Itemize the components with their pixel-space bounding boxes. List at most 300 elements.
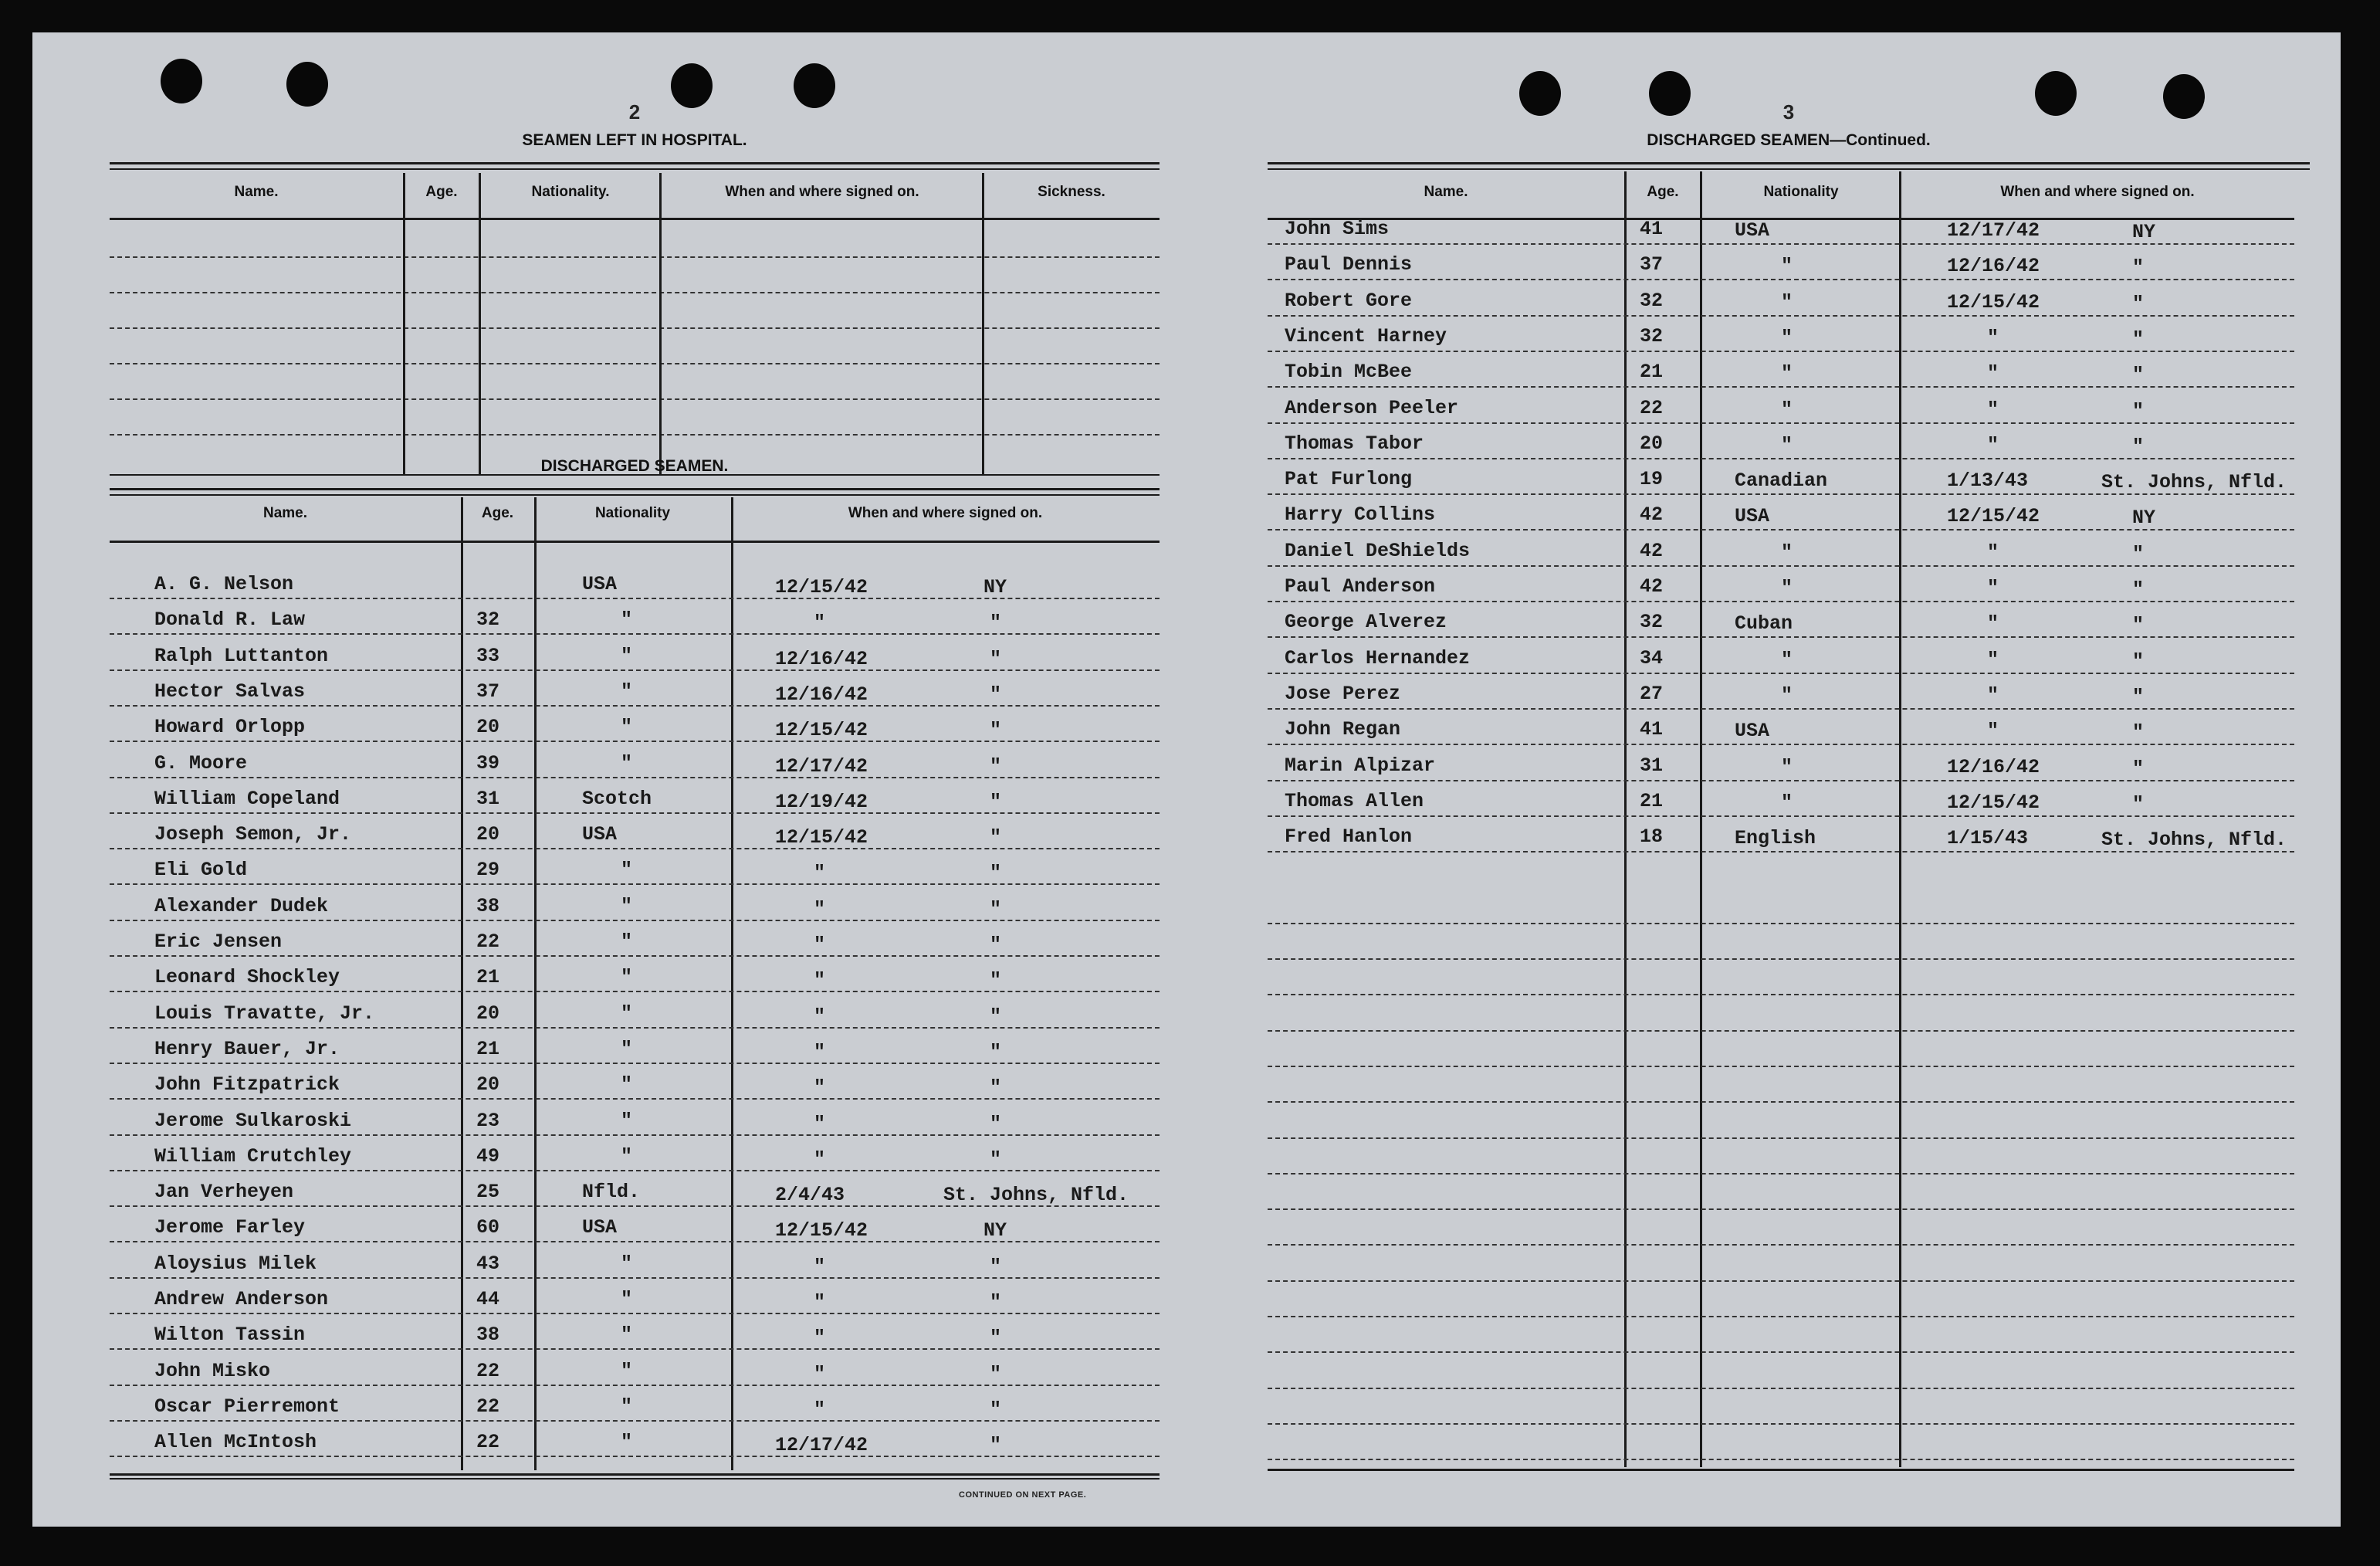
seaman-nationality: " — [621, 608, 633, 632]
signed-on-date: " — [1987, 433, 1999, 456]
dotted-row-line — [1268, 1280, 2294, 1282]
seaman-name: Carlos Hernandez — [1285, 646, 1471, 669]
col-header-sickness: Sickness. — [1038, 184, 1105, 200]
seaman-name: William Copeland — [154, 787, 340, 810]
seaman-age: 19 — [1640, 468, 1664, 491]
signed-on-date: 12/17/42 — [1947, 219, 2040, 242]
seaman-nationality: " — [1781, 541, 1793, 564]
seaman-name: Paul Dennis — [1285, 253, 1413, 276]
signed-on-date: 12/15/42 — [775, 826, 868, 849]
seaman-age: 32 — [1640, 324, 1664, 347]
dotted-row-line — [1268, 1101, 2294, 1103]
dotted-row-line — [1268, 386, 2294, 388]
signed-on-date: 2/4/43 — [775, 1184, 845, 1207]
dotted-row-line — [110, 1027, 1160, 1029]
seaman-name: William Crutchley — [154, 1144, 352, 1168]
signed-on-place: " — [2132, 578, 2145, 601]
signed-on-place: St. Johns, Nfld. — [943, 1184, 1129, 1207]
seaman-nationality: " — [621, 859, 633, 882]
seaman-age: 60 — [476, 1216, 500, 1239]
seaman-age: 49 — [476, 1144, 500, 1168]
signed-on-date: " — [814, 1112, 826, 1135]
discharged-continued-title: DISCHARGED SEAMEN—Continued. — [1647, 131, 1931, 149]
signed-on-place: " — [2132, 399, 2145, 422]
dotted-row-line — [110, 812, 1160, 814]
dotted-row-line — [1268, 1316, 2294, 1317]
seaman-name: Louis Travatte, Jr. — [154, 1002, 375, 1025]
dotted-row-line — [1268, 1173, 2294, 1174]
seaman-age: 31 — [1640, 754, 1664, 777]
dotted-row-line — [110, 1241, 1160, 1242]
ledger-sheet — [32, 32, 2341, 1527]
signed-on-date: " — [814, 1362, 826, 1385]
signed-on-place: St. Johns, Nfld. — [2101, 829, 2287, 852]
dotted-row-line — [1268, 1066, 2294, 1067]
seaman-age: 21 — [1640, 789, 1664, 812]
left-page — [110, 32, 1160, 1527]
seaman-age: 20 — [476, 1073, 500, 1097]
signed-on-place: " — [990, 862, 1002, 885]
seaman-name: Joseph Semon, Jr. — [154, 823, 352, 846]
seaman-age: 32 — [1640, 289, 1664, 312]
signed-on-place: " — [990, 1327, 1002, 1350]
dotted-row-line — [1268, 1244, 2294, 1246]
seaman-nationality: " — [621, 930, 633, 953]
dotted-row-line — [110, 1456, 1160, 1457]
seaman-name: John Fitzpatrick — [154, 1073, 340, 1097]
seaman-age: 29 — [476, 859, 500, 882]
seaman-name: Eric Jensen — [154, 930, 283, 953]
signed-on-place: " — [990, 1005, 1002, 1028]
col-header-name: Name. — [1424, 184, 1468, 200]
dotted-row-line — [110, 991, 1160, 992]
col-header-nationality: Nationality. — [531, 184, 610, 200]
signed-on-date: 12/16/42 — [1947, 755, 2040, 778]
signed-on-date: " — [814, 1291, 826, 1313]
seaman-name: Wilton Tassin — [154, 1324, 306, 1347]
dotted-row-line — [1268, 1208, 2294, 1210]
seaman-name: Alexander Dudek — [154, 894, 329, 917]
page-number: 2 — [628, 100, 641, 124]
dotted-row-line — [110, 1170, 1160, 1171]
dotted-row-line — [1268, 279, 2294, 280]
seaman-nationality: USA — [1735, 505, 1770, 528]
seaman-age: 22 — [1640, 396, 1664, 419]
signed-on-date: 12/17/42 — [775, 754, 868, 778]
seaman-name: Hector Salvas — [154, 680, 306, 703]
seaman-nationality: " — [621, 894, 633, 917]
dotted-row-line — [1268, 351, 2294, 352]
seaman-name: G. Moore — [154, 751, 248, 775]
signed-on-date: " — [1987, 648, 1999, 671]
signed-on-place: " — [990, 826, 1002, 849]
signed-on-place: " — [2132, 614, 2145, 637]
dotted-row-line — [1268, 1459, 2294, 1460]
seaman-name: A. G. Nelson — [154, 573, 294, 595]
seaman-nationality: USA — [1735, 219, 1770, 242]
signed-on-place: " — [990, 934, 1002, 956]
signed-on-date: " — [814, 1005, 826, 1028]
seaman-name: Pat Furlong — [1285, 468, 1413, 491]
dotted-row-line — [110, 398, 1160, 400]
dotted-row-line — [1268, 493, 2294, 495]
seaman-nationality: " — [1781, 433, 1793, 456]
seaman-age: 22 — [476, 930, 500, 953]
seaman-age: 20 — [476, 823, 500, 846]
seaman-nationality: " — [621, 1288, 633, 1310]
seaman-age: 37 — [476, 680, 500, 703]
seaman-age: 44 — [476, 1288, 500, 1310]
dotted-row-line — [1268, 1351, 2294, 1353]
seaman-nationality: " — [621, 1324, 633, 1347]
dotted-row-line — [110, 256, 1160, 258]
seaman-age: 22 — [476, 1395, 500, 1418]
seaman-nationality: " — [621, 1359, 633, 1382]
dotted-row-line — [110, 1277, 1160, 1279]
signed-on-place: " — [990, 647, 1002, 670]
seaman-age: 20 — [476, 716, 500, 739]
dotted-row-line — [110, 777, 1160, 778]
seaman-age: 38 — [476, 1324, 500, 1347]
dotted-row-line — [110, 633, 1160, 635]
signed-on-place: " — [990, 1040, 1002, 1063]
seaman-nationality: " — [621, 1073, 633, 1097]
seaman-name: Harry Collins — [1285, 503, 1436, 527]
signed-on-place: " — [2132, 757, 2145, 780]
signed-on-date: " — [814, 1327, 826, 1350]
signed-on-date: " — [1987, 398, 1999, 421]
seaman-name: Eli Gold — [154, 859, 248, 882]
seaman-age: 43 — [476, 1252, 500, 1275]
continued-note: CONTINUED ON NEXT PAGE. — [959, 1490, 1087, 1500]
signed-on-place: " — [2132, 327, 2145, 351]
seaman-age: 21 — [476, 966, 500, 989]
seaman-name: Donald R. Law — [154, 608, 306, 632]
col-header-age: Age. — [425, 184, 458, 200]
seaman-name: John Regan — [1285, 718, 1401, 741]
dotted-row-line — [110, 920, 1160, 921]
signed-on-date: 12/16/42 — [1947, 255, 2040, 278]
signed-on-place: " — [990, 1255, 1002, 1278]
col-header-signed-on: When and where signed on. — [2000, 184, 2195, 200]
seaman-nationality: " — [1781, 326, 1793, 349]
signed-on-date: " — [1987, 541, 1999, 564]
seaman-nationality: USA — [582, 573, 618, 595]
signed-on-date: 1/13/43 — [1947, 469, 2029, 493]
signed-on-date: " — [1987, 326, 1999, 349]
seaman-name: George Alverez — [1285, 611, 1447, 634]
seaman-nationality: " — [621, 1395, 633, 1418]
signed-on-place: " — [2132, 542, 2145, 565]
right-page — [1268, 32, 2310, 1527]
dotted-row-line — [110, 434, 1160, 436]
seaman-nationality: " — [621, 1431, 633, 1454]
seaman-nationality: " — [1781, 791, 1793, 814]
signed-on-date: " — [1987, 683, 1999, 707]
signed-on-place: " — [990, 897, 1002, 920]
seaman-name: Leonard Shockley — [154, 966, 340, 989]
signed-on-date: 1/15/43 — [1947, 827, 2029, 850]
signed-on-place: St. Johns, Nfld. — [2101, 471, 2287, 494]
seaman-age: 42 — [1640, 539, 1664, 562]
dotted-row-line — [110, 1420, 1160, 1422]
signed-on-date: 12/17/42 — [775, 1434, 868, 1457]
seaman-age: 34 — [1640, 646, 1664, 669]
page-number: 3 — [1782, 100, 1795, 124]
signed-on-place: " — [2132, 792, 2145, 815]
signed-on-date: " — [814, 612, 826, 635]
signed-on-place: " — [990, 1434, 1002, 1457]
seaman-name: Marin Alpizar — [1285, 754, 1436, 777]
seaman-age: 20 — [476, 1002, 500, 1025]
dotted-row-line — [1268, 422, 2294, 424]
signed-on-date: " — [814, 1255, 826, 1278]
signed-on-place: " — [2132, 364, 2145, 387]
signed-on-place: " — [990, 719, 1002, 742]
seaman-nationality: " — [621, 751, 633, 775]
seaman-nationality: " — [1781, 362, 1793, 385]
seaman-name: Fred Hanlon — [1285, 825, 1413, 849]
dotted-row-line — [1268, 243, 2294, 245]
seaman-name: Paul Anderson — [1285, 575, 1436, 598]
col-header-age: Age. — [481, 505, 514, 521]
dotted-row-line — [110, 1385, 1160, 1386]
seaman-name: Jan Verheyen — [154, 1181, 294, 1204]
signed-on-date: " — [814, 1147, 826, 1171]
dotted-row-line — [110, 1205, 1160, 1207]
seaman-name: Henry Bauer, Jr. — [154, 1037, 340, 1060]
seaman-nationality: Canadian — [1735, 469, 1828, 493]
seaman-age: 38 — [476, 894, 500, 917]
seaman-nationality: USA — [1735, 720, 1770, 743]
signed-on-place: " — [990, 1362, 1002, 1385]
dotted-row-line — [110, 955, 1160, 957]
signed-on-date: " — [814, 862, 826, 885]
signed-on-date: " — [814, 1398, 826, 1421]
seaman-age: 20 — [1640, 432, 1664, 455]
dotted-row-line — [110, 883, 1160, 885]
seaman-age: 18 — [1640, 825, 1664, 849]
dotted-row-line — [1268, 458, 2294, 459]
seaman-age: 39 — [476, 751, 500, 775]
seaman-name: Aloysius Milek — [154, 1252, 317, 1275]
seaman-nationality: " — [1781, 648, 1793, 671]
seaman-age: 42 — [1640, 503, 1664, 527]
col-header-nationality: Nationality — [594, 505, 671, 521]
seaman-name: Jose Perez — [1285, 682, 1401, 705]
dotted-row-line — [1268, 636, 2294, 638]
seaman-nationality: " — [1781, 398, 1793, 421]
dotted-row-line — [110, 1313, 1160, 1314]
signed-on-date: 12/15/42 — [1947, 505, 2040, 528]
signed-on-place: " — [2132, 292, 2145, 315]
seaman-nationality: Scotch — [582, 787, 652, 810]
seaman-name: Oscar Pierremont — [154, 1395, 340, 1418]
seaman-nationality: USA — [582, 823, 618, 846]
seaman-age: 25 — [476, 1181, 500, 1204]
signed-on-place: " — [990, 790, 1002, 813]
dotted-row-line — [1268, 851, 2294, 852]
seaman-nationality: " — [621, 644, 633, 667]
signed-on-date: 12/15/42 — [775, 576, 868, 598]
signed-on-place: " — [990, 1291, 1002, 1313]
signed-on-place: " — [990, 1398, 1002, 1421]
signed-on-date: " — [1987, 720, 1999, 743]
col-header-age: Age. — [1647, 184, 1679, 200]
seaman-name: Thomas Allen — [1285, 789, 1424, 812]
seaman-name: John Misko — [154, 1359, 271, 1382]
signed-on-place: " — [990, 754, 1002, 778]
signed-on-place: " — [2132, 649, 2145, 673]
dotted-row-line — [110, 848, 1160, 849]
dotted-row-line — [110, 1134, 1160, 1136]
seaman-nationality: " — [621, 1252, 633, 1275]
seaman-nationality: " — [621, 680, 633, 703]
signed-on-date: 12/15/42 — [1947, 290, 2040, 314]
seaman-name: Jerome Farley — [154, 1216, 306, 1239]
signed-on-place: NY — [2132, 221, 2156, 243]
dotted-row-line — [1268, 1030, 2294, 1032]
signed-on-place: " — [990, 1076, 1002, 1100]
seaman-nationality: " — [1781, 683, 1793, 707]
discharged-section-title: DISCHARGED SEAMEN. — [540, 457, 729, 475]
seaman-age: 27 — [1640, 682, 1664, 705]
dotted-row-line — [1268, 673, 2294, 674]
signed-on-place: " — [990, 969, 1002, 992]
seaman-name: Allen McIntosh — [154, 1431, 317, 1454]
seaman-nationality: " — [621, 1144, 633, 1168]
dotted-row-line — [1268, 958, 2294, 960]
dotted-row-line — [1268, 1137, 2294, 1139]
seaman-nationality: USA — [582, 1216, 618, 1239]
signed-on-place: " — [990, 612, 1002, 635]
dotted-row-line — [110, 1063, 1160, 1064]
signed-on-date: 12/19/42 — [775, 790, 868, 813]
seaman-age: 32 — [1640, 611, 1664, 634]
dotted-row-line — [1268, 565, 2294, 567]
seaman-age: 22 — [476, 1431, 500, 1454]
col-header-name: Name. — [234, 184, 279, 200]
signed-on-date: " — [1987, 577, 1999, 599]
seaman-nationality: " — [621, 1002, 633, 1025]
col-header-signed-on: When and where signed on. — [848, 505, 1043, 521]
dotted-row-line — [1268, 708, 2294, 710]
signed-on-date: 12/15/42 — [775, 1219, 868, 1242]
seaman-age: 21 — [476, 1037, 500, 1060]
seaman-nationality: " — [621, 1037, 633, 1060]
seaman-nationality: " — [621, 716, 633, 739]
seaman-age: 23 — [476, 1109, 500, 1132]
seaman-name: Ralph Luttanton — [154, 644, 329, 667]
dotted-row-line — [1268, 315, 2294, 317]
seaman-name: Jerome Sulkaroski — [154, 1109, 352, 1132]
signed-on-place: NY — [983, 576, 1007, 598]
seaman-name: Tobin McBee — [1285, 361, 1413, 384]
signed-on-place: " — [2132, 685, 2145, 708]
seaman-age: 32 — [476, 608, 500, 632]
col-header-name: Name. — [262, 505, 308, 521]
seaman-nationality: " — [1781, 577, 1793, 599]
seaman-name: John Sims — [1285, 218, 1390, 240]
seaman-name: Robert Gore — [1285, 289, 1413, 312]
dotted-row-line — [1268, 744, 2294, 745]
seaman-nationality: " — [621, 1109, 633, 1132]
seaman-age: 41 — [1640, 718, 1664, 741]
dotted-row-line — [110, 363, 1160, 364]
dotted-row-line — [1268, 994, 2294, 995]
signed-on-date: " — [814, 1040, 826, 1063]
dotted-row-line — [110, 669, 1160, 671]
seaman-nationality: " — [621, 966, 633, 989]
seaman-age: 31 — [476, 787, 500, 810]
signed-on-date: " — [1987, 612, 1999, 636]
signed-on-place: NY — [2132, 507, 2156, 530]
col-header-signed-on: When and where signed on. — [725, 184, 919, 200]
signed-on-place: " — [990, 683, 1002, 706]
dotted-row-line — [1268, 1388, 2294, 1389]
dotted-row-line — [110, 292, 1160, 293]
signed-on-date: " — [814, 1076, 826, 1100]
signed-on-date: 12/15/42 — [1947, 791, 2040, 814]
signed-on-date: " — [814, 897, 826, 920]
dotted-row-line — [1268, 1423, 2294, 1425]
signed-on-date: 12/15/42 — [775, 719, 868, 742]
dotted-row-line — [1268, 601, 2294, 602]
seaman-nationality: " — [1781, 290, 1793, 314]
seaman-nationality: Nfld. — [582, 1181, 641, 1204]
seaman-name: Vincent Harney — [1285, 324, 1447, 347]
dotted-row-line — [1268, 529, 2294, 530]
dotted-row-line — [1268, 815, 2294, 817]
seaman-name: Howard Orlopp — [154, 716, 306, 739]
dotted-row-line — [1268, 923, 2294, 924]
dotted-row-line — [110, 705, 1160, 707]
col-header-nationality: Nationality — [1763, 184, 1839, 200]
seaman-age: 33 — [476, 644, 500, 667]
seaman-nationality: English — [1735, 827, 1816, 850]
seaman-name: Andrew Anderson — [154, 1288, 329, 1310]
signed-on-place: NY — [983, 1219, 1007, 1242]
dotted-row-line — [110, 1098, 1160, 1100]
seaman-age: 37 — [1640, 253, 1664, 276]
seaman-nationality: Cuban — [1735, 612, 1793, 636]
seaman-age: 42 — [1640, 575, 1664, 598]
signed-on-date: 12/16/42 — [775, 647, 868, 670]
signed-on-place: " — [2132, 435, 2145, 458]
dotted-row-line — [110, 327, 1160, 329]
signed-on-place: " — [990, 1112, 1002, 1135]
signed-on-date: " — [814, 969, 826, 992]
signed-on-place: " — [2132, 256, 2145, 280]
signed-on-place: " — [2132, 721, 2145, 744]
dotted-row-line — [110, 598, 1160, 599]
seaman-age: 22 — [476, 1359, 500, 1382]
signed-on-date: " — [1987, 362, 1999, 385]
dotted-row-line — [110, 741, 1160, 742]
signed-on-place: " — [990, 1147, 1002, 1171]
seaman-name: Anderson Peeler — [1285, 396, 1459, 419]
seaman-nationality: " — [1781, 755, 1793, 778]
seaman-nationality: " — [1781, 255, 1793, 278]
dotted-row-line — [110, 1348, 1160, 1350]
signed-on-date: " — [814, 934, 826, 956]
seaman-age: 21 — [1640, 361, 1664, 384]
seaman-name: Thomas Tabor — [1285, 432, 1424, 455]
dotted-row-line — [1268, 780, 2294, 781]
seaman-name: Daniel DeShields — [1285, 539, 1471, 562]
hospital-section-title: SEAMEN LEFT IN HOSPITAL. — [522, 131, 747, 149]
seaman-age: 41 — [1640, 218, 1664, 240]
